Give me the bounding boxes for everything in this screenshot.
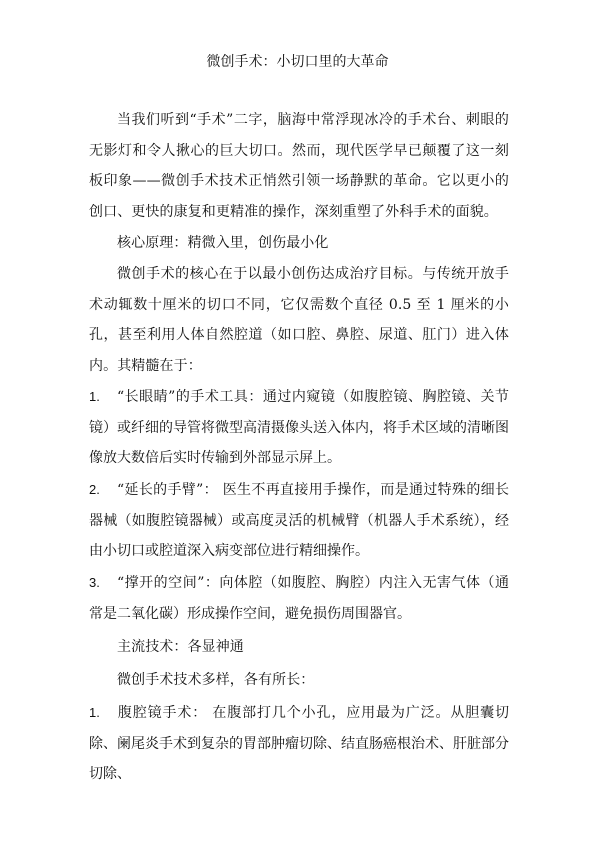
list-item	[89, 475, 509, 567]
section1-body: 微创手术的核心在于以最小创伤达成治疗目标。与传统开放手术动辄数十厘米的切口不同，它仅需数个直径 0.5 至 1 厘米的小孔，甚至利用人体自然腔道（如口腔、鼻腔、尿道、肛门）进入体内。其精髓在于：	[89, 266, 509, 374]
section2-heading: 主流技术：各显神通	[117, 639, 244, 655]
list-item-text: 腹腔镜手术： 在腹部打几个小孔，应用最为广泛。从胆囊切除、阑尾炎手术到复杂的胃部肿瘤切除、结直肠癌根治术、肝脏部分切除、	[89, 705, 509, 783]
list-item	[89, 382, 509, 474]
section1-heading: 核心原理：精微入里，创伤最小化	[117, 235, 329, 251]
intro-paragraph: 当我们听到“手术”二字，脑海中常浮现冰冷的手术台、刺眼的无影灯和令人揪心的巨大切口。然而，现代医学早已颠覆了这一刻板印象——微创手术技术正悄然引领一场静默的革命。它以更小的创口、更快的康复和更精准的操作，深刻重塑了外科手术的面貌。	[89, 112, 509, 220]
list-item-text: “长眼睛”的手术工具：通过内窥镜（如腹腔镜、胸腔镜、关节镜）或纤细的导管将微型高清摄像头送入体内，将手术区域的清晰图像放大数倍后实时传输到外部显示屏上。	[89, 389, 509, 467]
list-number: 1.	[89, 705, 100, 720]
list-number: 2.	[89, 482, 100, 497]
list-item-text: “延长的手臂”： 医生不再直接用手操作，而是通过特殊的细长器械（如腹腔镜器械）或高度灵活的机械臂（机器人手术系统），经由小切口或腔道深入病变部位进行精细操作。	[89, 482, 509, 560]
list-item-text: “撑开的空间”：向体腔（如腹腔、胸腔）内注入无害气体（通常是二氧化碳）形成操作空间，避免损伤周围器官。	[89, 575, 509, 622]
list-number: 1.	[89, 389, 100, 404]
list-item	[89, 568, 509, 629]
document-title: 微创手术：小切口里的大革命	[206, 54, 389, 70]
list-number: 3.	[89, 575, 100, 590]
list-item	[89, 698, 509, 790]
section2-body: 微创手术技术多样，各有所长：	[117, 672, 315, 688]
